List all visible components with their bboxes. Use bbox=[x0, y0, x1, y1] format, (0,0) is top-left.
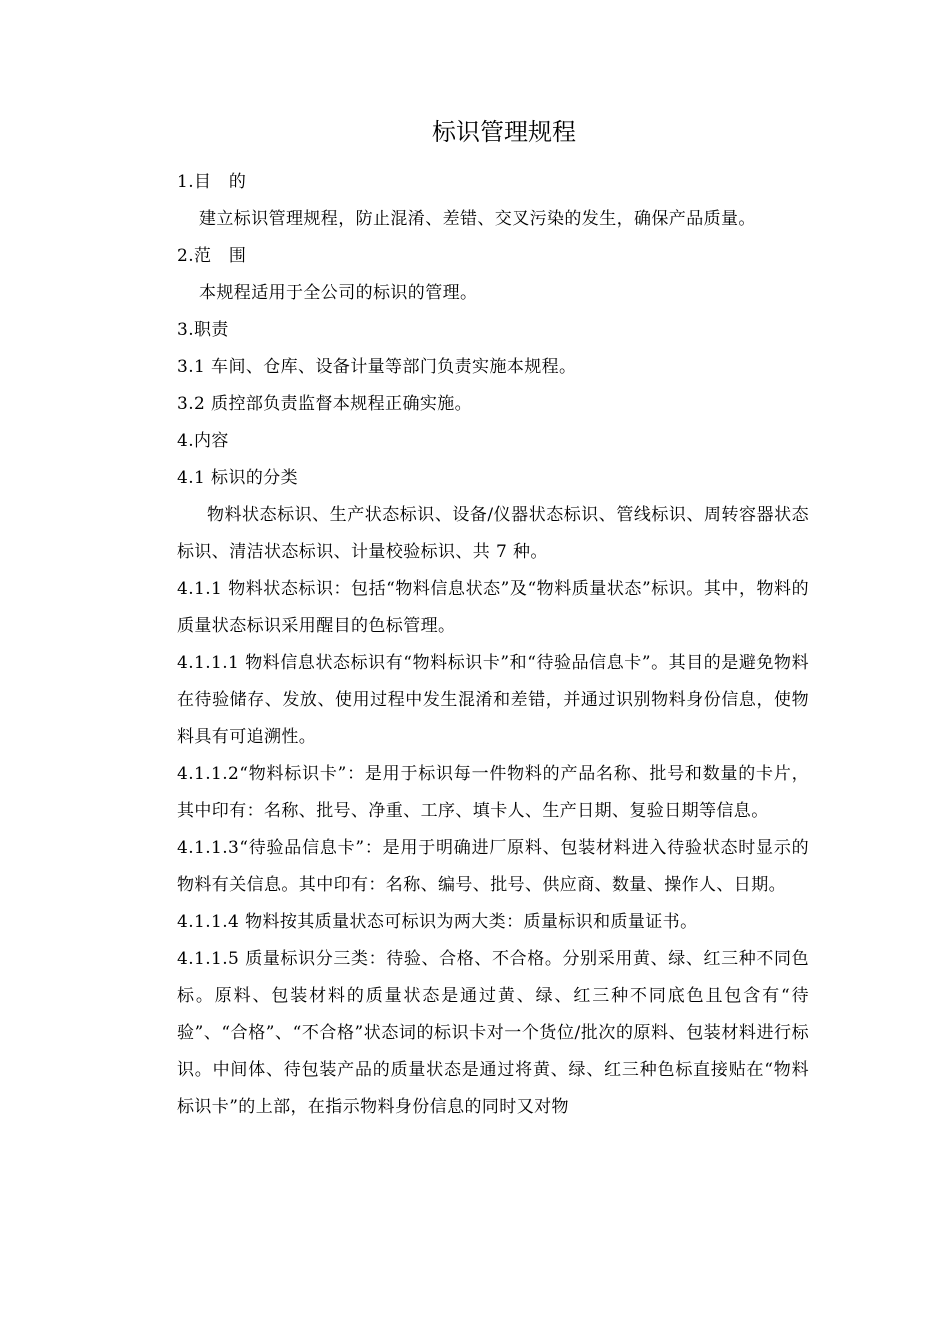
section-heading-responsibility: 3.职责 bbox=[177, 320, 229, 340]
paragraph-4-1-1-2: 4.1.1.2“物料标识卡”：是用于标识每一件物料的产品名称、批号和数量的卡片，其中印有：名称、批号、净重、工序、填卡人、生产日期、复验日期等信息。 bbox=[177, 764, 809, 821]
paragraph-4-1-1-5: 4.1.1.5 质量标识分三类：待验、合格、不合格。分别采用黄、绿、红三种不同色标。原料、包装材料的质量状态是通过黄、绿、红三种不同底色且包含有“待验”、“合格”、“不合格”状态词的标识卡对一个货位/批次的原料、包装材料进行标识。中间体、待包装产品的质量状态是通过将黄、绿、红三种色标直接贴在“物料标识卡”的上部，在指示物料身份信息的同时又对物 bbox=[177, 949, 809, 1117]
paragraph-4-1-1: 4.1.1 物料状态标识：包括“物料信息状态”及“物料质量状态”标识。其中，物料的质量状态标识采用醒目的色标管理。 bbox=[177, 579, 809, 636]
paragraph-4-1-1-4: 4.1.1.4 物料按其质量状态可标识为两大类：质量标识和质量证书。 bbox=[177, 912, 698, 932]
section-heading-purpose: 1.目 的 bbox=[177, 172, 247, 192]
document-title: 标识管理规程 bbox=[432, 118, 576, 146]
paragraph-3-2: 3.2 质控部负责监督本规程正确实施。 bbox=[177, 394, 473, 414]
paragraph-3-1: 3.1 车间、仓库、设备计量等部门负责实施本规程。 bbox=[177, 357, 577, 377]
paragraph-identification-types: 物料状态标识、生产状态标识、设备/仪器状态标识、管线标识、周转容器状态标识、清洁状态标识、计量校验标识、共 7 种。 bbox=[177, 505, 809, 562]
document-body bbox=[177, 164, 809, 1126]
paragraph-scope: 本规程适用于全公司的标识的管理。 bbox=[199, 283, 478, 303]
section-heading-content: 4.内容 bbox=[177, 431, 229, 451]
section-heading-scope: 2.范 围 bbox=[177, 246, 247, 266]
paragraph-purpose: 建立标识管理规程，防止混淆、差错、交叉污染的发生，确保产品质量。 bbox=[199, 209, 756, 229]
subheading-4-1: 4.1 标识的分类 bbox=[177, 468, 299, 488]
paragraph-4-1-1-3: 4.1.1.3“待验品信息卡”：是用于明确进厂原料、包装材料进入待验状态时显示的物料有关信息。其中印有：名称、编号、批号、供应商、数量、操作人、日期。 bbox=[177, 838, 809, 895]
paragraph-4-1-1-1: 4.1.1.1 物料信息状态标识有“物料标识卡”和“待验品信息卡”。其目的是避免物料在待验储存、发放、使用过程中发生混淆和差错，并通过识别物料身份信息，使物料具有可追溯性。 bbox=[177, 653, 809, 747]
